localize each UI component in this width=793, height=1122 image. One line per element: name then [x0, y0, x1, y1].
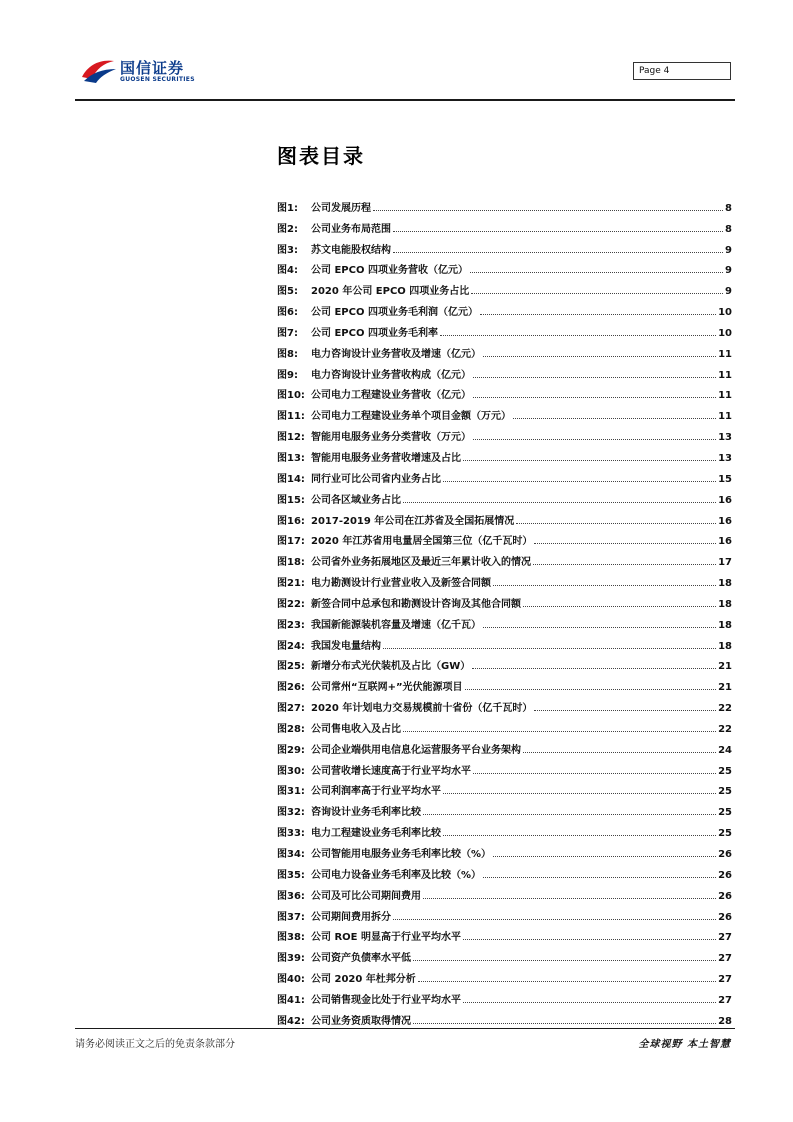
toc-entry-page: 28 [718, 1015, 732, 1027]
toc-entry-label: 图36: [277, 890, 305, 902]
toc-entry-page: 15 [718, 473, 732, 485]
toc-entry-text: 公司售电收入及占比 [311, 723, 401, 735]
toc-entry-label: 图2: [277, 223, 298, 235]
toc-dot-leader [533, 564, 716, 565]
toc-entry[interactable] [277, 818, 732, 839]
toc-entry-page: 10 [718, 327, 732, 339]
toc-entry-label: 图10: [277, 390, 305, 402]
toc-entry-label: 图13: [277, 452, 305, 464]
toc-dot-leader [470, 272, 723, 273]
toc-entry-text: 公司电力工程建设业务单个项目金额（万元） [311, 411, 511, 423]
toc-entry-page: 17 [718, 557, 732, 569]
toc-entry[interactable] [277, 276, 732, 297]
brand-name-en: GUOSEN SECURITIES [120, 76, 195, 83]
toc-entry-label: 图33: [277, 828, 305, 840]
toc-entry-text: 2020 年江苏省用电量居全国第三位（亿千瓦时） [311, 536, 533, 548]
toc-entry-page: 16 [718, 515, 732, 527]
page-header [0, 0, 793, 100]
toc-dot-leader [493, 585, 716, 586]
toc-entry-text: 公司业务布局范围 [311, 223, 391, 235]
header-divider [75, 99, 735, 101]
toc-entry-page: 11 [718, 390, 732, 402]
toc-entry-label: 图30: [277, 765, 305, 777]
toc-entry[interactable] [277, 401, 732, 422]
toc-list [277, 193, 732, 1027]
footer-divider [75, 1028, 735, 1029]
toc-entry[interactable] [277, 381, 732, 402]
toc-entry-text: 公司 EPCO 四项业务毛利率 [311, 327, 438, 339]
toc-dot-leader [473, 377, 716, 378]
toc-entry[interactable] [277, 943, 732, 964]
toc-entry-page: 18 [718, 598, 732, 610]
toc-entry-page: 25 [718, 786, 732, 798]
toc-dot-leader [440, 335, 716, 336]
toc-entry[interactable] [277, 1006, 732, 1027]
toc-entry-text: 公司营收增长速度高于行业平均水平 [311, 765, 471, 777]
toc-entry-page: 8 [725, 223, 732, 235]
toc-entry-page: 16 [718, 536, 732, 548]
toc-entry-text: 新签合同中总承包和勘测设计咨询及其他合同额 [311, 598, 521, 610]
page-number-box: Page 4 [633, 62, 731, 80]
toc-entry-label: 图37: [277, 911, 305, 923]
toc-entry-page: 10 [718, 307, 732, 319]
toc-entry-text: 我国发电量结构 [311, 640, 381, 652]
toc-entry[interactable] [277, 610, 732, 631]
toc-entry[interactable] [277, 193, 732, 214]
toc-dot-leader [423, 814, 716, 815]
toc-entry-label: 图28: [277, 723, 305, 735]
toc-entry[interactable] [277, 527, 732, 548]
toc-entry-text: 苏文电能股权结构 [311, 244, 391, 256]
toc-entry-page: 26 [718, 890, 732, 902]
toc-entry[interactable] [277, 443, 732, 464]
toc-entry-text: 公司利润率高于行业平均水平 [311, 786, 441, 798]
toc-entry-text: 公司资产负债率水平低 [311, 953, 411, 965]
toc-entry[interactable] [277, 839, 732, 860]
toc-entry[interactable] [277, 318, 732, 339]
toc-entry-text: 公司省外业务拓展地区及最近三年累计收入的情况 [311, 557, 531, 569]
toc-entry-page: 8 [725, 202, 732, 214]
toc-entry-label: 图41: [277, 994, 305, 1006]
toc-entry-label: 图25: [277, 661, 305, 673]
toc-dot-leader [413, 960, 716, 961]
toc-entry-label: 图14: [277, 473, 305, 485]
toc-entry-page: 22 [718, 703, 732, 715]
toc-entry[interactable] [277, 214, 732, 235]
toc-entry[interactable] [277, 360, 732, 381]
toc-dot-leader [493, 856, 716, 857]
toc-entry[interactable] [277, 756, 732, 777]
toc-entry-page: 16 [718, 494, 732, 506]
toc-entry-page: 27 [718, 994, 732, 1006]
toc-entry-text: 公司及可比公司期间费用 [311, 890, 421, 902]
toc-entry-label: 图5: [277, 286, 298, 298]
toc-entry-page: 9 [725, 244, 732, 256]
toc-entry-label: 图22: [277, 598, 305, 610]
toc-entry[interactable] [277, 652, 732, 673]
toc-entry-label: 图23: [277, 619, 305, 631]
toc-entry-label: 图32: [277, 807, 305, 819]
toc-entry-label: 图3: [277, 244, 298, 256]
toc-entry-text: 公司电力工程建设业务营收（亿元） [311, 390, 471, 402]
toc-entry-text: 公司电力设备业务毛利率及比较（%） [311, 869, 482, 881]
toc-entry-text: 公司 EPCO 四项业务毛利润（亿元） [311, 307, 478, 319]
toc-entry-page: 26 [718, 869, 732, 881]
toc-entry-label: 图9: [277, 369, 298, 381]
toc-entry-text: 2020 年公司 EPCO 四项业务占比 [311, 286, 470, 298]
toc-dot-leader [443, 793, 716, 794]
toc-entry-page: 26 [718, 849, 732, 860]
toc-entry-page: 21 [718, 661, 732, 673]
toc-entry-text: 公司企业端供用电信息化运营服务平台业务架构 [311, 744, 521, 756]
toc-dot-leader [473, 397, 716, 398]
toc-entry-page: 27 [718, 974, 732, 986]
toc-dot-leader [423, 898, 716, 899]
toc-entry[interactable] [277, 339, 732, 360]
toc-entry-text: 电力咨询设计业务营收构成（亿元） [311, 369, 471, 381]
toc-entry-text: 公司销售现金比处于行业平均水平 [311, 994, 461, 1006]
toc-entry-label: 图35: [277, 869, 305, 881]
toc-dot-leader [418, 981, 716, 982]
toc-dot-leader [373, 210, 723, 211]
toc-entry-label: 图39: [277, 953, 305, 965]
toc-entry-text: 公司 2020 年杜邦分析 [311, 974, 416, 986]
logo-mark-icon [80, 55, 118, 85]
toc-entry[interactable] [277, 256, 732, 277]
toc-dot-leader [463, 939, 716, 940]
toc-entry-page: 27 [718, 932, 732, 944]
toc-dot-leader [413, 1023, 716, 1024]
toc-dot-leader [473, 439, 716, 440]
toc-entry[interactable] [277, 777, 732, 798]
toc-entry-label: 图8: [277, 348, 298, 360]
toc-entry[interactable] [277, 631, 732, 652]
toc-entry-label: 图42: [277, 1015, 305, 1027]
toc-entry[interactable] [277, 422, 732, 443]
toc-entry[interactable] [277, 985, 732, 1006]
toc-entry[interactable] [277, 714, 732, 735]
toc-entry-label: 图17: [277, 536, 305, 548]
toc-entry-text: 电力工程建设业务毛利率比较 [311, 828, 441, 840]
toc-entry[interactable] [277, 964, 732, 985]
toc-entry-label: 图4: [277, 265, 298, 277]
brand-name-cn: 国信证券 [120, 59, 185, 77]
toc-entry-text: 电力咨询设计业务营收及增速（亿元） [311, 348, 481, 360]
guosen-logo [80, 55, 210, 87]
toc-entry-page: 25 [718, 828, 732, 840]
toc-entry-label: 图31: [277, 786, 305, 798]
toc-dot-leader [463, 460, 716, 461]
toc-entry-text: 2020 年计划电力交易规模前十省份（亿千瓦时） [311, 703, 533, 715]
toc-entry-label: 图26: [277, 682, 305, 694]
toc-entry-text: 新增分布式光伏装机及占比（GW） [311, 661, 471, 673]
toc-entry-page: 13 [718, 452, 732, 464]
toc-entry[interactable] [277, 547, 732, 568]
toc-entry-text: 公司 EPCO 四项业务营收（亿元） [311, 265, 468, 277]
toc-entry-page: 11 [718, 369, 732, 381]
toc-dot-leader [443, 835, 716, 836]
toc-dot-leader [523, 752, 716, 753]
toc-dot-leader [534, 543, 716, 544]
toc-dot-leader [473, 773, 716, 774]
toc-entry[interactable] [277, 297, 732, 318]
toc-entry-page: 11 [718, 348, 732, 360]
toc-dot-leader [393, 252, 723, 253]
toc-entry-label: 图1: [277, 202, 298, 214]
toc-dot-leader [472, 668, 716, 669]
toc-entry-label: 图27: [277, 703, 305, 715]
toc-entry[interactable] [277, 735, 732, 756]
toc-dot-leader [523, 606, 716, 607]
toc-entry-page: 22 [718, 723, 732, 735]
toc-entry-label: 图29: [277, 744, 305, 756]
toc-entry-text: 公司业务资质取得情况 [311, 1015, 411, 1027]
toc-dot-leader [471, 293, 723, 294]
toc-entry-text: 公司 ROE 明显高于行业平均水平 [311, 932, 461, 944]
toc-entry-label: 图21: [277, 578, 305, 590]
toc-entry-page: 13 [718, 432, 732, 444]
toc-entry[interactable] [277, 464, 732, 485]
toc-entry-text: 咨询设计业务毛利率比较 [311, 807, 421, 819]
toc-entry-label: 图16: [277, 515, 305, 527]
toc-entry-text: 公司各区域业务占比 [311, 494, 401, 506]
toc-entry[interactable] [277, 672, 732, 693]
toc-entry-page: 18 [718, 619, 732, 631]
toc-dot-leader [513, 418, 716, 419]
toc-entry-label: 图11: [277, 411, 305, 423]
toc-dot-leader [383, 648, 716, 649]
toc-entry-label: 图40: [277, 974, 305, 986]
toc-entry-page: 9 [725, 265, 732, 277]
toc-entry-page: 11 [718, 411, 732, 423]
toc-entry-page: 26 [718, 911, 732, 923]
toc-entry-page: 18 [718, 578, 732, 590]
toc-dot-leader [463, 1002, 716, 1003]
toc-entry-page: 25 [718, 765, 732, 777]
toc-entry-text: 公司常州“互联网+”光伏能源项目 [311, 682, 463, 694]
toc-entry-page: 24 [718, 744, 732, 756]
toc-title: 图表目录 [277, 144, 365, 168]
toc-entry-label: 图7: [277, 327, 298, 339]
toc-dot-leader [483, 877, 716, 878]
toc-entry-label: 图6: [277, 307, 298, 319]
toc-entry[interactable] [277, 506, 732, 527]
toc-entry[interactable] [277, 797, 732, 818]
toc-dot-leader [483, 356, 716, 357]
toc-dot-leader [393, 231, 723, 232]
toc-entry-page: 25 [718, 807, 732, 819]
toc-entry-text: 同行业可比公司省内业务占比 [311, 473, 441, 485]
toc-entry-text: 我国新能源装机容量及增速（亿千瓦） [311, 619, 481, 631]
toc-entry-label: 图15: [277, 494, 305, 506]
toc-entry-page: 9 [725, 286, 732, 298]
toc-entry-text: 公司发展历程 [311, 202, 371, 214]
toc-dot-leader [480, 314, 716, 315]
toc-entry-text: 公司期间费用拆分 [311, 911, 391, 923]
toc-dot-leader [483, 627, 716, 628]
toc-entry-label: 图12: [277, 432, 305, 444]
toc-dot-leader [443, 481, 716, 482]
toc-entry-text: 2017-2019 年公司在江苏省及全国拓展情况 [311, 515, 515, 527]
toc-entry-label: 图38: [277, 932, 305, 944]
toc-entry-label: 图34: [277, 849, 305, 860]
toc-entry-text: 公司智能用电服务业务毛利率比较（%） [311, 849, 492, 860]
toc-entry-page: 27 [718, 953, 732, 965]
toc-entry-text: 电力勘测设计行业营业收入及新签合同额 [311, 578, 491, 590]
toc-dot-leader [403, 502, 716, 503]
toc-entry[interactable] [277, 485, 732, 506]
toc-entry-page: 21 [718, 682, 732, 694]
toc-entry-label: 图18: [277, 557, 305, 569]
toc-entry[interactable] [277, 235, 732, 256]
toc-entry[interactable] [277, 923, 732, 944]
footer-slogan: 全球视野 本土智慧 [638, 1039, 731, 1050]
toc-entry-label: 图24: [277, 640, 305, 652]
toc-dot-leader [393, 919, 716, 920]
toc-dot-leader [403, 731, 716, 732]
toc-entry[interactable] [277, 589, 732, 610]
toc-entry[interactable] [277, 693, 732, 714]
toc-entry[interactable] [277, 902, 732, 923]
toc-dot-leader [534, 710, 716, 711]
toc-entry-page: 18 [718, 640, 732, 652]
toc-dot-leader [465, 689, 717, 690]
toc-entry-text: 智能用电服务业务分类营收（万元） [311, 432, 471, 444]
toc-entry[interactable] [277, 881, 732, 902]
toc-entry[interactable] [277, 568, 732, 589]
toc-entry-text: 智能用电服务业务营收增速及占比 [311, 452, 461, 464]
toc-entry[interactable] [277, 860, 732, 881]
footer-disclaimer: 请务必阅读正文之后的免责条款部分 [75, 1039, 235, 1050]
toc-dot-leader [516, 523, 716, 524]
